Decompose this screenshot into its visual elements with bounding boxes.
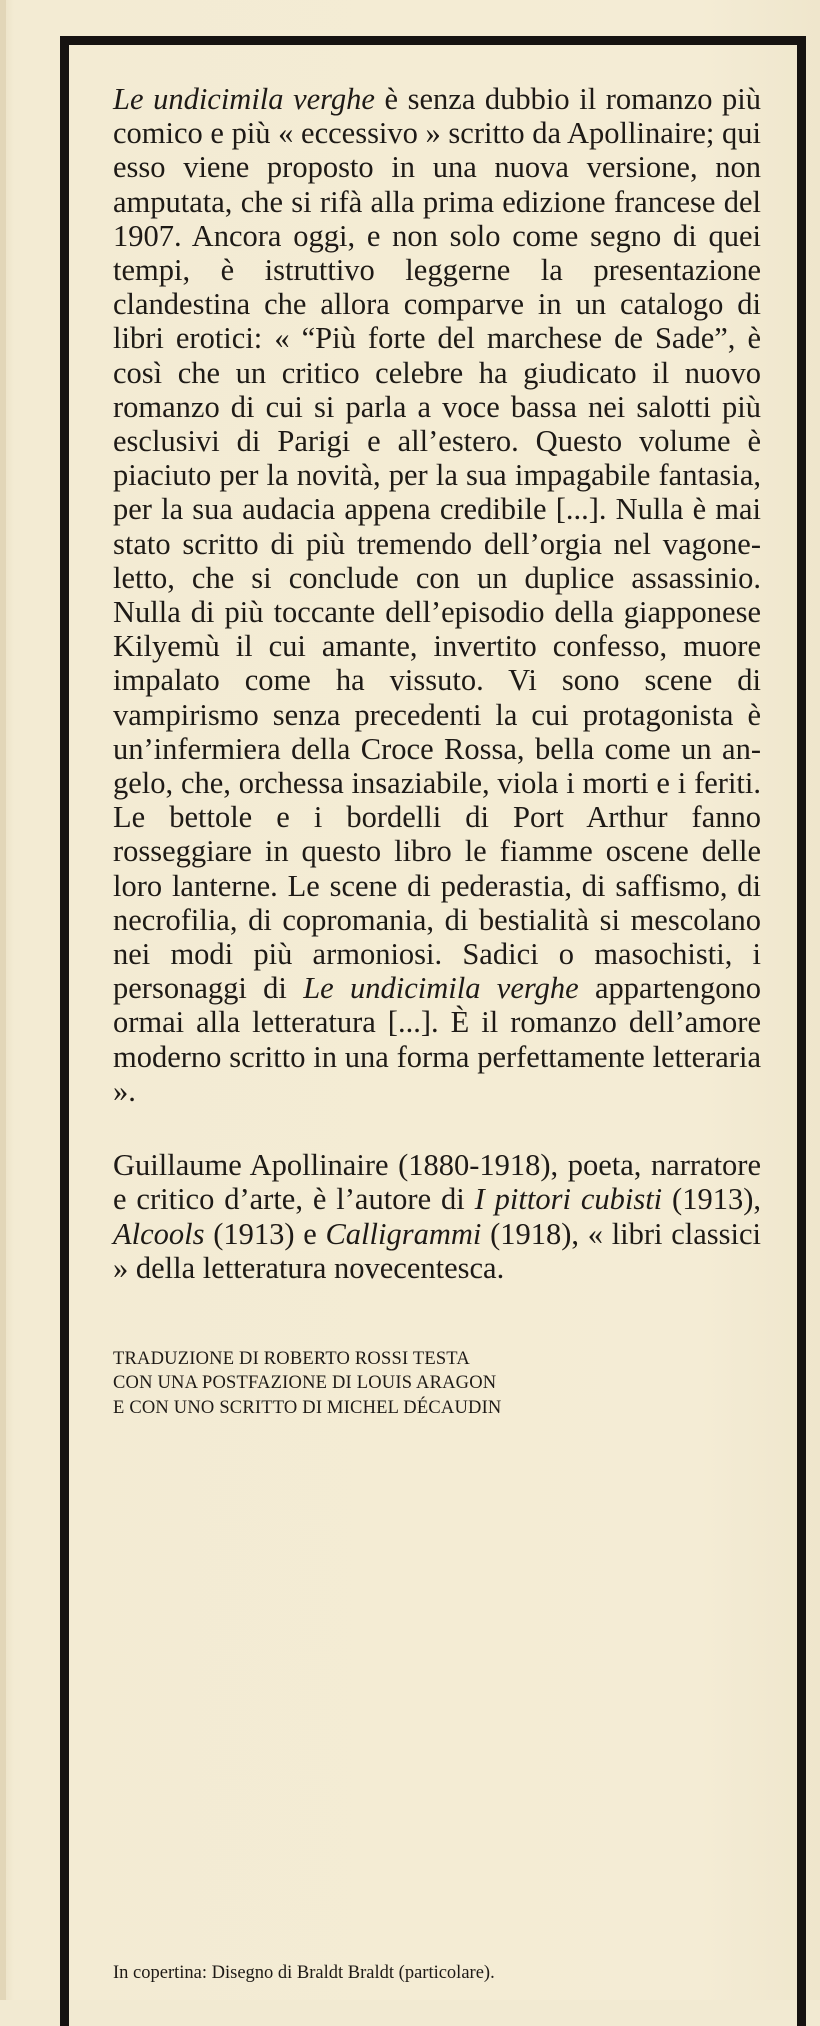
book-title-italic-2: Le undicimila verghe [303, 971, 579, 1006]
credit-line-postface: CON UNA POSTFAZIONE DI LOUIS ARAGON [113, 1373, 497, 1394]
work-title-alcools: Alcools [113, 1216, 205, 1251]
credit-line-translator: TRADUZIONE DI ROBERTO ROSSI TESTA [113, 1348, 470, 1369]
blurb-text-part-2: appartengono ormai alla letteratura [...]. È il romanzo dell’amore moderno scritto in una forma perfettamente letteraria ». [113, 971, 761, 1108]
author-bio-text-1: Guillaume Apollinaire (1880-1918), poeta, narratore e critico d’arte, è l’autore di [113, 1148, 761, 1217]
blurb-paragraph [113, 82, 761, 1108]
spine-edge [0, 0, 6, 2000]
book-title-italic: Le undicimila verghe [113, 82, 375, 116]
author-bio-text-4: (1918), « libri classici » della letteratura novecentesca. [113, 1216, 761, 1285]
author-bio-paragraph [113, 1148, 761, 1285]
work-title-pittori: I pittori cubisti [474, 1182, 663, 1217]
credit-line-essay: E CON UNO SCRITTO DI MICHEL DÉCAUDIN [113, 1397, 502, 1418]
cover-illustration-credit: In copertina: Disegno di Braldt Braldt (particolare). [113, 1963, 495, 1983]
author-bio-text-3: (1913) e [204, 1216, 326, 1251]
translation-credits [113, 1347, 761, 1421]
author-bio-text-2: (1913), [662, 1182, 761, 1217]
work-title-calligrammi: Calligrammi [325, 1216, 482, 1251]
blurb-text-part-1: è senza dubbio il romanzo più comico e più « eccessivo » scritto da Apollinaire; qui esso viene proposto in una nuova versione, non amputata, che si rifà alla prima edizione francese del 1907. Ancora oggi, e non solo come segno di quei tempi, è istruttivo leggerne la presentazione clandestina che allora comparve in un catalogo di libri erotici: « “Più forte del marchese de Sade”, è così che un critico celebre ha giudicato il nuovo romanzo di cui si parla a voce bassa nei salotti più esclusivi di Parigi e all’estero. Questo volume è piaciuto per la novità, per la sua impagabile fantasia, per la sua audacia appena credibile [...]. Nulla è mai stato scritto di più tremendo dell’orgia nel vagone-letto, che si conclude con un duplice assassinio. Nulla di più toccante dell’episodio della giapponese Kilyemù il cui amante, invertito confesso, muore impalato come ha vissuto. Vi sono scene di vampirismo senza precedenti la cui protagonista è un’infermiera della Croce Rossa, bella come un angelo, che, orchessa insaziabile, viola i morti e i feriti. Le bettole e i bordelli di Port Arthur fanno rosseggiare in questo libro le fiamme oscene delle loro lanterne. Le scene di pederastia, di saffismo, di necrofilia, di copromania, di bestialità si mescolano nei modi più armoniosi. Sadici o masochisti, i personaggi di [113, 82, 761, 1006]
back-cover-text [113, 82, 761, 1420]
